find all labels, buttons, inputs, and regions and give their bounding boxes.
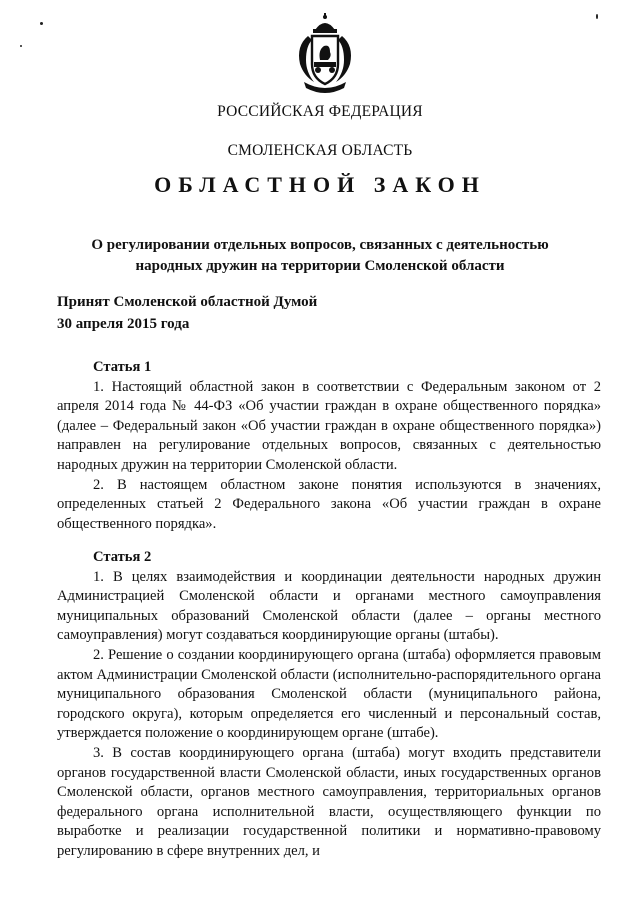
adoption-body: Принят Смоленской областной Думой (57, 294, 318, 310)
article-paragraph: 2. В настоящем областном законе понятия используются в значениях, определенных статьей 2 Федерального закона «Об участии граждан в охране общественного порядка». (57, 476, 601, 532)
article-paragraph: 3. В состав координирующего органа (штаба) могут входить представители органов государственной власти Смоленской области, иных государственных органов Смоленской области, органов местного самоуправления, территориальных органов федерального органа исполнительной власти, осуществляющего функции по выработке и реализации государственной политики и нормативно-правовому регулированию в сфере внутренних дел, и (57, 744, 601, 859)
coat-of-arms-emblem (294, 12, 356, 94)
scan-speck (40, 22, 43, 25)
adoption-info (57, 291, 577, 335)
article-2 (57, 548, 601, 862)
article-heading: Статья 1 (93, 359, 152, 375)
article-1 (57, 358, 601, 534)
law-subject-title: О регулировании отдельных вопросов, связанных с деятельностью народных дружин на территории Смоленской области (91, 237, 549, 274)
article-heading: Статья 2 (93, 549, 152, 565)
document-type-heading: ОБЛАСТНОЙ ЗАКОН (154, 172, 486, 197)
scan-speck (596, 14, 598, 19)
scan-speck (20, 45, 22, 47)
adoption-date: 30 апреля 2015 года (57, 316, 190, 332)
region-name: СМОЛЕНСКАЯ ОБЛАСТЬ (227, 142, 413, 159)
article-paragraph: 1. Настоящий областной закон в соответствии с Федеральным законом от 2 апреля 2014 года № 44-ФЗ «Об участии граждан в охране общественного порядка» (далее – Федеральный закон «Об участии граждан в охране общественного порядка») направлен на регулирование отдельных вопросов, связанных с деятельностью народных дружин на территории Смоленской области. (57, 378, 601, 473)
article-paragraph: 1. В целях взаимодействия и координации деятельности народных дружин Администрацией Смоленской области и органами местного самоуправления муниципальных образований Смоленской области (далее – органы местного самоуправления) могут создаваться координирующие органы (штабы). (57, 568, 601, 644)
country-name: РОССИЙСКАЯ ФЕДЕРАЦИЯ (217, 103, 423, 120)
article-paragraph: 2. Решение о создании координирующего органа (штаба) оформляется правовым актом Администрации Смоленской области (исполнительно-распорядительного органа муниципального образования Смоленской области (муниципального района, городского округа), которым определяется его численный и персональный состав, утверждается положение о координирующем органе (штабе). (57, 646, 601, 742)
